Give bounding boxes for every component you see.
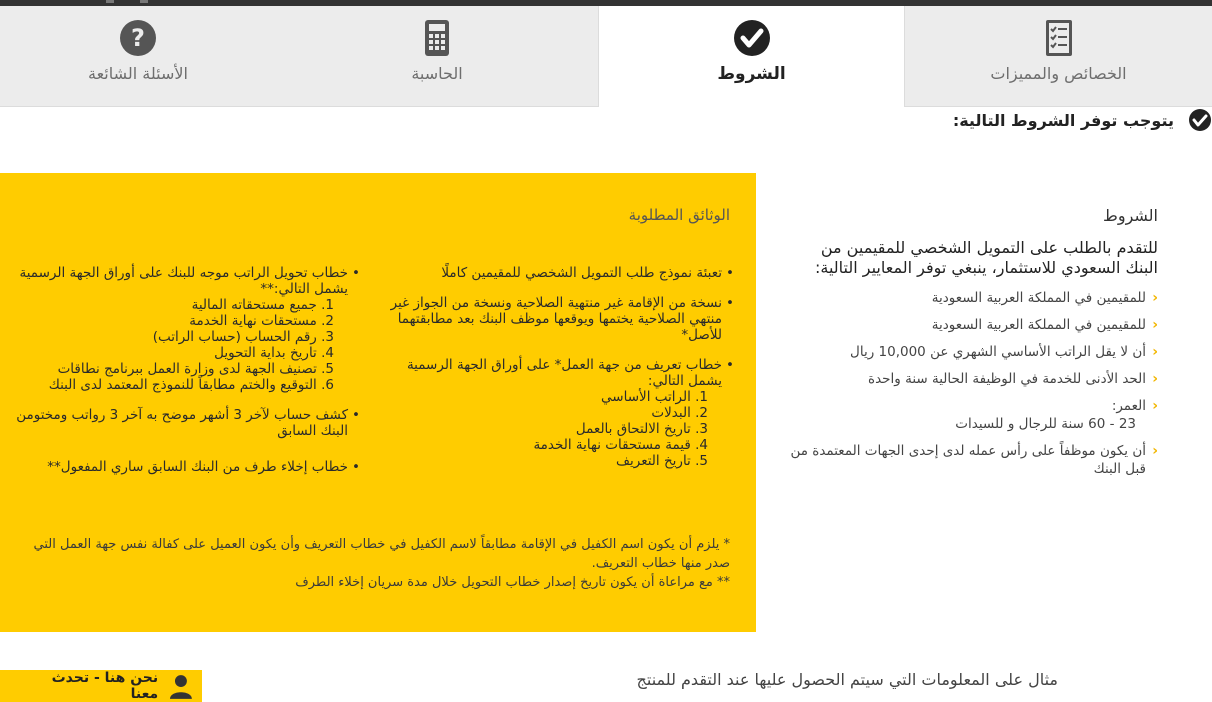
list-item-text: أن لا يقل الراتب الأساسي الشهري عن 10,000 ريال (850, 344, 1146, 360)
tab-label: الحاسبة (411, 64, 463, 83)
topbar-mark (140, 0, 148, 3)
tab-faq[interactable] (0, 6, 276, 106)
documents-left-column (11, 265, 356, 475)
tab-label: الخصائص والمميزات (990, 64, 1127, 83)
calculator-icon (418, 19, 456, 57)
chevron-left-icon: ‹ (1152, 371, 1158, 387)
sub-list-item: 3. رقم الحساب (حساب الراتب) (152, 329, 334, 345)
tab-label: الشروط (717, 64, 786, 84)
sub-list (11, 297, 348, 393)
sub-list (380, 389, 722, 469)
list-item (778, 343, 1158, 361)
sub-list-item: 2. البدلات (651, 405, 708, 421)
conditions-list (778, 289, 1158, 487)
checklist-icon (1040, 19, 1078, 57)
list-item-text: للمقيمين في المملكة العربية السعودية (931, 317, 1146, 333)
chevron-left-icon: ‹ (1152, 344, 1158, 360)
list-item (380, 357, 730, 469)
tab-conditions[interactable] (598, 6, 905, 107)
sub-list-item: 4. تاريخ بداية التحويل (214, 345, 334, 361)
chevron-left-icon: ‹ (1152, 290, 1158, 306)
documents-title: الوثائق المطلوبة (628, 206, 730, 224)
conditions-intro: للتقدم بالطلب على التمويل الشخصي للمقيمين من البنك السعودي للاستثمار، ينبغي توفر المعايير التالية: (814, 238, 1158, 277)
list-item (11, 265, 356, 393)
list-item (778, 316, 1158, 334)
sub-list-item: 5. تصنيف الجهة لدى وزارة العمل ببرنامج نطاقات (57, 361, 334, 377)
tab-calculator[interactable] (276, 6, 598, 106)
check-circle-icon (1188, 108, 1212, 132)
chevron-left-icon: ‹ (1152, 398, 1158, 414)
sub-list-item: 1. جميع مستحقاته المالية (191, 297, 334, 313)
list-item-text: العمر: (1111, 398, 1146, 414)
sub-list-item: 2. مستحقات نهاية الخدمة (189, 313, 334, 329)
example-info-heading: مثال على المعلومات التي سيتم الحصول عليها عند التقدم للمنتج (636, 670, 1058, 689)
person-icon (168, 673, 194, 699)
tab-bar (0, 6, 1212, 107)
question-circle-icon (119, 19, 157, 57)
requirements-title: يتوجب توفر الشروط التالية: (952, 110, 1174, 130)
note-text: ** مع مراعاة أن يكون تاريخ إصدار خطاب التحويل خلال مدة سريان إخلاء الطرف (295, 575, 730, 590)
list-item (778, 442, 1158, 478)
list-item (778, 370, 1158, 388)
requirements-heading (953, 108, 1212, 132)
topbar-mark (106, 0, 114, 3)
list-item-text: أن يكون موظفاً على رأس عمله لدى إحدى الجهات المعتمدة من قبل البنك (790, 443, 1146, 477)
list-item-subtext: 23 - 60 سنة للرجال و للسيدات (955, 416, 1136, 432)
list-item: • خطاب إخلاء طرف من البنك السابق ساري المفعول** (11, 459, 356, 475)
list-item-text: • خطاب تحويل الراتب موجه للبنك على أوراق الجهة الرسمية يشمل التالي:** (19, 265, 348, 297)
note-text: * يلزم أن يكون اسم الكفيل في الإقامة مطابقاً لاسم الكفيل في خطاب التعريف وأن يكون العميل على كفالة نفس جهة العمل التي صدر منها خطاب التعريف. (33, 537, 730, 571)
tab-label: الأسئلة الشائعة (88, 64, 188, 83)
check-circle-icon (733, 19, 771, 57)
list-item: • نسخة من الإقامة غير منتهية الصلاحية ونسخة من الجواز غير منتهي الصلاحية يختمها ويوقعها موظف البنك بعد مطابقتهما للأصل* (380, 295, 730, 343)
list-item (778, 397, 1158, 433)
sub-list-item: 5. تاريخ التعريف (616, 453, 708, 469)
list-item-text: الحد الأدنى للخدمة في الوظيفة الحالية سنة واحدة (868, 371, 1146, 387)
sub-list-item: 4. قيمة مستحقات نهاية الخدمة (533, 437, 708, 453)
documents-right-column (380, 265, 730, 469)
conditions-title: الشروط (1103, 206, 1158, 225)
chat-label: نحن هنا - تحدث معنا (51, 670, 159, 702)
list-item: • كشف حساب لآخر 3 أشهر موضح به آخر 3 رواتب ومختومن البنك السابق (11, 407, 356, 439)
sub-list-item: 6. التوقيع والختم مطابقاً للنموذج المعتمد لدى البنك (48, 377, 334, 393)
list-item-text: للمقيمين في المملكة العربية السعودية (931, 290, 1146, 306)
list-item (778, 289, 1158, 307)
sub-list-item: 3. تاريخ الالتحاق بالعمل (575, 421, 708, 437)
sub-list-item: 1. الراتب الأساسي (601, 389, 708, 405)
list-item: • تعبئة نموذج طلب التمويل الشخصي للمقيمين كاملًا (380, 265, 730, 281)
chat-button[interactable] (0, 670, 202, 702)
list-item-text: • خطاب تعريف من جهة العمل* على أوراق الجهة الرسمية يشمل التالي: (406, 357, 722, 389)
documents-notes (30, 535, 730, 592)
chevron-left-icon: ‹ (1152, 443, 1158, 459)
svg-text:?: ? (131, 24, 145, 52)
tab-features[interactable] (905, 6, 1212, 106)
chevron-left-icon: ‹ (1152, 317, 1158, 333)
